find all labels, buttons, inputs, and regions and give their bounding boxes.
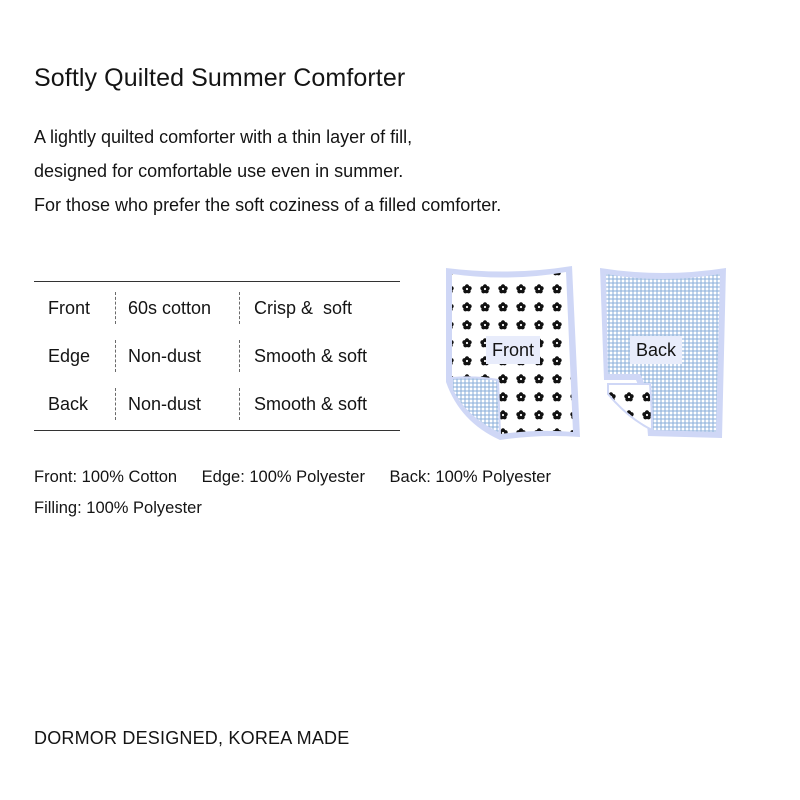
spec-feel: Smooth & soft — [239, 388, 367, 420]
spec-material: Non-dust — [115, 340, 239, 372]
back-fold-front — [608, 384, 652, 430]
product-title: Softly Quilted Summer Comforter — [34, 64, 406, 92]
spec-row-edge — [34, 332, 400, 380]
spec-material: Non-dust — [115, 388, 239, 420]
composition-line — [34, 462, 571, 493]
composition-front: Front: 100% Cotton — [34, 468, 178, 486]
back-label: Back — [630, 336, 682, 364]
composition-edge: Edge: 100% Polyester — [201, 468, 365, 486]
description-line: A lightly quilted comforter with a thin layer of fill, — [34, 127, 413, 147]
comforter-illustration — [440, 262, 740, 442]
composition-filling: Filling: 100% Polyester — [34, 499, 202, 517]
description-line: For those who prefer the soft coziness of a filled comforter. — [34, 195, 502, 215]
spec-row-front — [34, 284, 400, 332]
spec-material: 60s cotton — [115, 292, 239, 324]
spec-part: Front — [48, 297, 91, 318]
spec-feel: Crisp & soft — [239, 292, 352, 324]
spec-part: Edge — [48, 345, 91, 366]
spec-feel: Smooth & soft — [239, 340, 367, 372]
brand-footer: DORMOR DESIGNED, KOREA MADE — [34, 728, 350, 748]
composition-back: Back: 100% Polyester — [389, 468, 551, 486]
spec-table — [34, 281, 400, 431]
product-description — [34, 120, 501, 222]
description-line: designed for comfortable use even in summer. — [34, 161, 404, 181]
fabric-composition — [34, 462, 571, 524]
comforter-drawing — [440, 262, 740, 442]
spec-part: Back — [48, 393, 89, 414]
front-label: Front — [486, 336, 540, 364]
spec-row-back — [34, 380, 400, 428]
